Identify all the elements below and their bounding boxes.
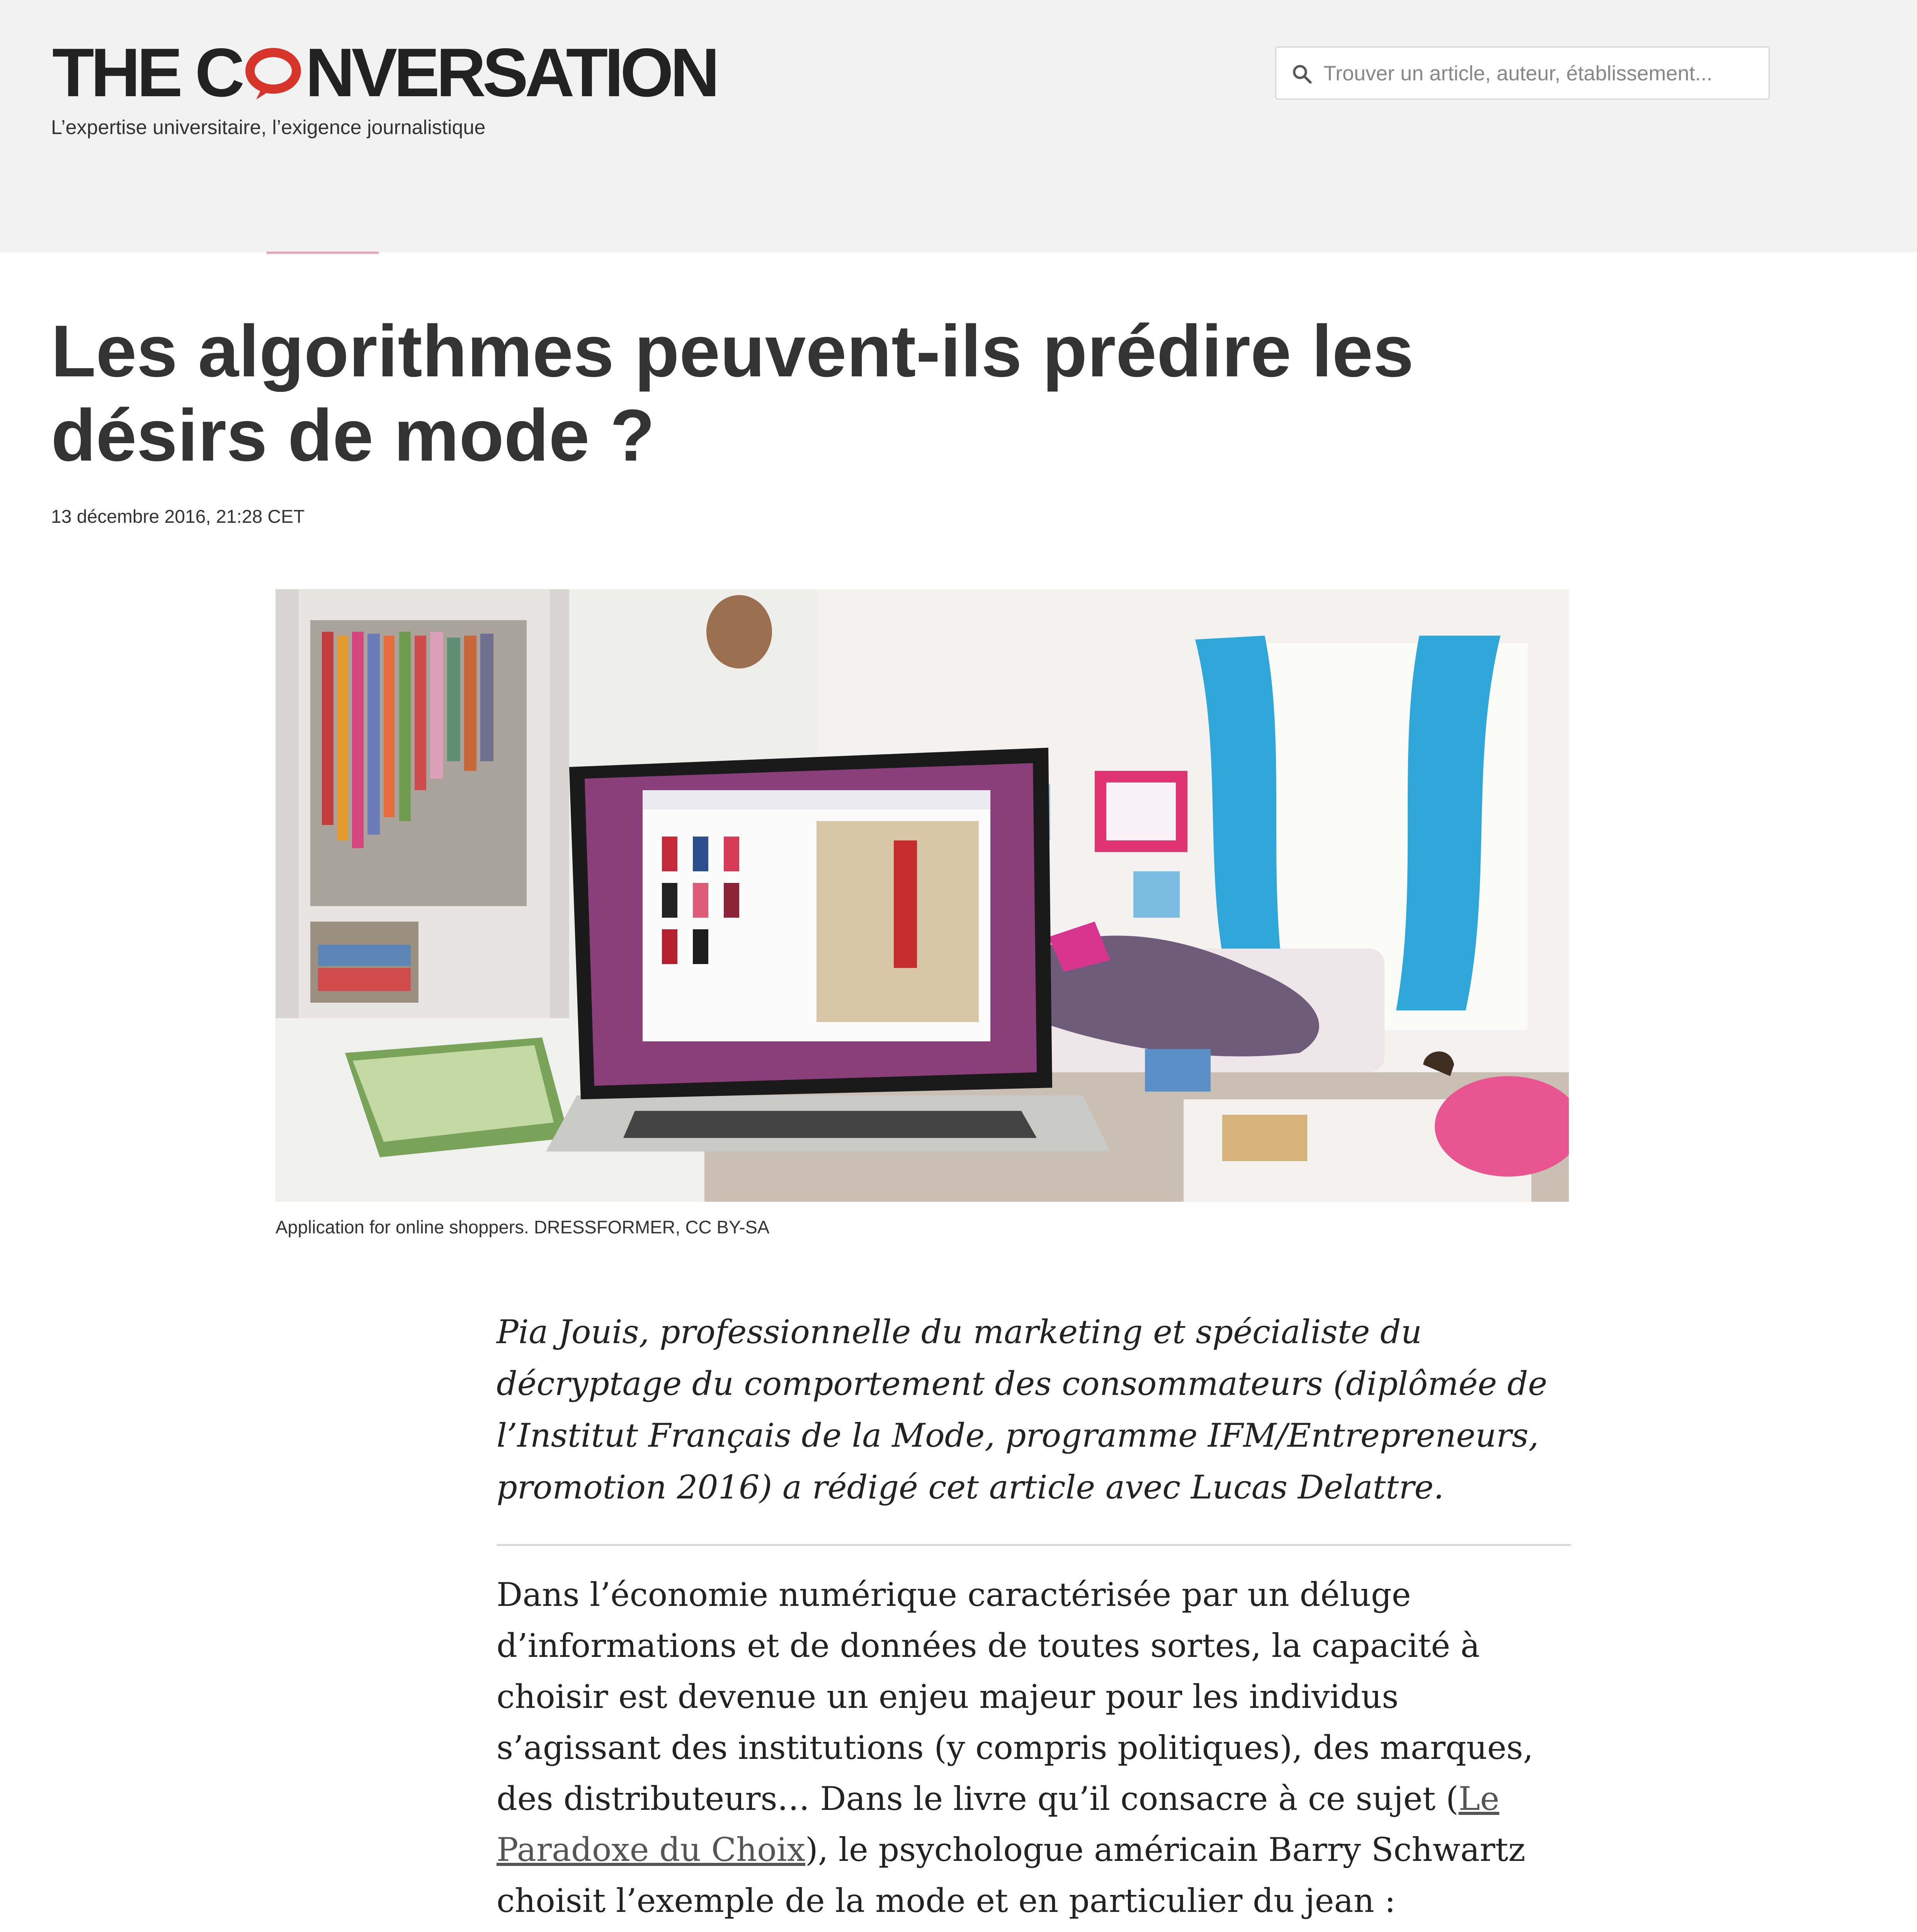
site-logo[interactable]: [52, 34, 716, 111]
search-input[interactable]: [1323, 59, 1757, 88]
site-header: [0, 0, 1917, 252]
search-icon: [1291, 63, 1313, 85]
article-paragraph-1: [497, 1569, 1563, 1926]
article-hero-image: [276, 589, 1569, 1202]
bedroom-laptop-illustration: [276, 589, 1569, 1202]
search-box[interactable]: [1275, 46, 1770, 100]
article-title: Les algorithmes peuvent-ils prédire les désirs de mode ?: [51, 310, 1414, 476]
paragraph-1-text-end: ), le psychologue américain Barry Schwartz choisit l’exemple de la mode et en particulier du jean :: [497, 1831, 1526, 1920]
logo-text-end: NVERSATION: [305, 34, 716, 111]
logo-text-start: THE C: [52, 34, 241, 111]
site-tagline: L’expertise universitaire, l’exigence journalistique: [51, 116, 486, 139]
le-paradoxe-du-choix-link[interactable]: Le Paradoxe du Choix: [497, 1780, 1500, 1869]
image-caption: Application for online shoppers. DRESSFORMER, CC BY-SA: [276, 1217, 770, 1237]
paragraph-1-text-start: Dans l’économie numérique caractérisée par un déluge d’informations et de données de toutes sortes, la capacité à choisir est devenue un enjeu majeur pour les individus s’agissant des institutions (y compris politiques), des marques, des distributeurs… Dans le livre qu’il consacre à ce sujet (: [497, 1576, 1534, 1818]
speech-bubble-logo-icon: [243, 42, 304, 103]
article-body: [497, 1306, 1571, 1932]
article-date: 13 décembre 2016, 21:28 CET: [51, 507, 305, 527]
intro-divider: [497, 1544, 1571, 1546]
article-intro: Pia Jouis, professionnelle du marketing et spécialiste du décryptage du comportement des consommateurs (diplômée de l’Institut Français de la Mode, programme IFM/Entrepreneurs, promotion 2016) a rédigé cet article avec Lucas Delattre.: [497, 1313, 1548, 1506]
accent-rule: [267, 252, 379, 254]
